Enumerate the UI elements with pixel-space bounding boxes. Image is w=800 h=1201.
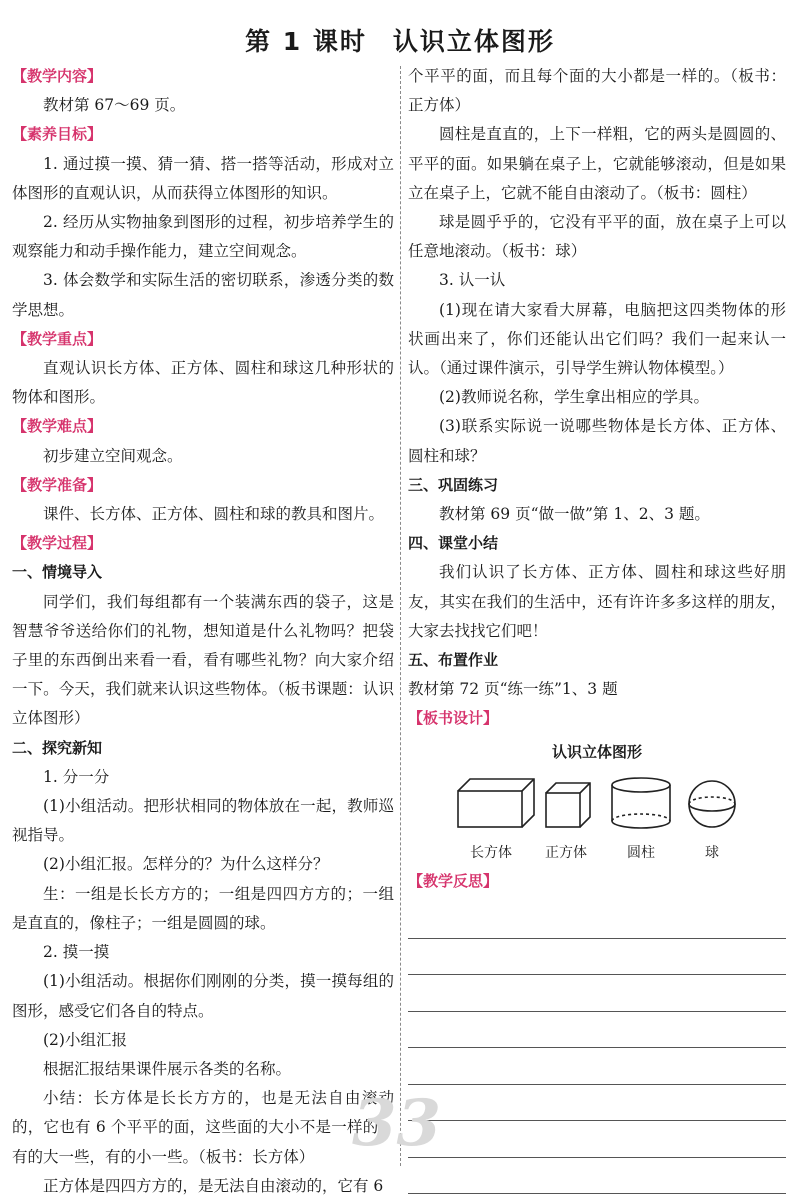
- step-2-title: 2. 摸一摸: [43, 943, 110, 962]
- preparation-text: 课件、长方体、正方体、圆柱和球的教具和图片。: [43, 505, 385, 524]
- writing-line[interactable]: [408, 1121, 786, 1158]
- sphere-text: 球是圆乎乎的，它没有平平的面，放在桌子上可以任意地滚动。（板书：球）: [408, 213, 786, 261]
- difficulty-heading: 【教学难点】: [12, 417, 103, 436]
- goal-3: 3. 体会数学和实际生活的密切联系，渗透分类的数学思想。: [12, 271, 394, 319]
- shape-diagram: [408, 767, 786, 867]
- section-2-heading: 二、探究新知: [12, 738, 103, 757]
- step-1-item-3: 生：一组是长长方方的；一组是四四方方的；一组是直直的，像柱子；一组是圆圆的球。: [12, 884, 394, 932]
- cuboid-drawing: [458, 779, 534, 827]
- label-cube: 正方体: [545, 844, 587, 861]
- writing-line[interactable]: [408, 939, 786, 976]
- cube-continued-text: 个平平的面，而且每个面的大小都是一样的。（板书：正方体）: [408, 67, 786, 115]
- left-column: [12, 62, 394, 1201]
- reflection-heading: 【教学反思】: [408, 871, 499, 890]
- difficulty-text: 初步建立空间观念。: [43, 446, 183, 465]
- step-3-item-3: (3)联系实际说一说哪些物体是长方体、正方体、圆柱和球？: [408, 417, 786, 465]
- content-heading: 【教学内容】: [12, 67, 103, 85]
- writing-line[interactable]: [408, 1048, 786, 1085]
- section-4-text: 我们认识了长方体、正方体、圆柱和球这些好朋友，其实在我们的生活中，还有许许多多这样的朋友，大家去找找它们吧！: [408, 563, 786, 640]
- step-2-summary: 小结：长方体是长长方方的，也是无法自由滚动的，它也有 6 个平平的面，这些面的大小不是一样的，有的大一些，有的小一些。（板书：长方体）: [12, 1089, 394, 1166]
- key-text: 直观认识长方体、正方体、圆柱和球这几种形状的物体和图形。: [12, 359, 394, 407]
- writing-line[interactable]: [408, 975, 786, 1012]
- label-cuboid: 长方体: [470, 844, 512, 861]
- process-heading: 【教学过程】: [12, 534, 103, 553]
- board-design-heading: 【板书设计】: [408, 709, 499, 728]
- column-divider: [400, 66, 401, 1166]
- section-3-heading: 三、巩固练习: [408, 475, 499, 494]
- lesson-title: 认识立体图形: [392, 27, 555, 56]
- writing-line[interactable]: [408, 1085, 786, 1122]
- step-2-cube-text: 正方体是四四方方的，是无法自由滚动的，它有 6: [43, 1176, 384, 1195]
- section-3-text: 教材第 69 页“做一做”第 1、2、3 题。: [439, 505, 710, 524]
- section-4-heading: 四、课堂小结: [408, 534, 499, 553]
- section-1-heading: 一、情境导入: [12, 563, 103, 582]
- sphere-drawing: [689, 781, 735, 827]
- step-3-item-2: (2)教师说名称，学生拿出相应的学具。: [439, 388, 709, 407]
- goal-2: 2. 经历从实物抽象到图形的过程，初步培养学生的观察能力和动手操作能力，建立空间观念。: [12, 213, 394, 261]
- section-1-text: 同学们，我们每组都有一个装满东西的袋子，这是智慧爷爷送给你们的礼物，想知道是什么礼物吗？把袋子里的东西倒出来看一看，看有哪些礼物？向大家介绍一下。今天，我们就来认识这些物体。（板书课题：认识立体图形）: [12, 592, 394, 728]
- preparation-heading: 【教学准备】: [12, 475, 103, 494]
- step-1-item-1: (1)小组活动。把形状相同的物体放在一起，教师巡视指导。: [12, 797, 394, 845]
- page-number: 33: [352, 1086, 442, 1161]
- shapes-svg: [408, 767, 786, 867]
- step-3-item-1: (1)现在请大家看大屏幕，电脑把这四类物体的形状画出来了，你们还能认出它们吗？我们一起来认一认。（通过课件演示，引导学生辨认物体模型。）: [408, 300, 786, 378]
- board-title: 认识立体图形: [551, 742, 642, 761]
- step-3-title: 3. 认一认: [439, 271, 506, 290]
- goal-1: 1. 通过摸一摸、猜一猜、搭一搭等活动，形成对立体图形的直观认识，从而获得立体图形的知识。: [12, 154, 394, 202]
- step-2-item-3: 根据汇报结果课件展示各类的名称。: [43, 1059, 292, 1078]
- label-cylinder: 圆柱: [627, 844, 655, 861]
- page-title: [0, 22, 800, 58]
- writing-line[interactable]: [408, 902, 786, 939]
- content-text: 教材第 67～69 页。: [43, 96, 186, 115]
- step-1-title: 1. 分一分: [43, 767, 110, 786]
- step-2-item-2: (2)小组汇报: [43, 1030, 127, 1049]
- step-2-item-1: (1)小组活动。根据你们刚刚的分类，摸一摸每组的图形，感受它们各自的特点。: [12, 972, 394, 1020]
- right-column: [408, 62, 786, 1194]
- cylinder-drawing: [612, 778, 670, 828]
- section-5-heading: 五、布置作业: [408, 651, 499, 670]
- writing-line[interactable]: [408, 1158, 786, 1195]
- reflection-lines: [408, 902, 786, 1194]
- key-heading: 【教学重点】: [12, 329, 103, 348]
- cylinder-text: 圆柱是直直的，上下一样粗，它的两头是圆圆的、平平的面。如果躺在桌子上，它就能够滚动，但是如果立在桌子上，它就不能自由滚动了。（板书：圆柱）: [408, 125, 786, 202]
- label-sphere: 球: [705, 844, 719, 861]
- step-1-item-2: (2)小组汇报。怎样分的？为什么这样分？: [43, 855, 329, 874]
- cube-drawing: [546, 783, 590, 827]
- writing-line[interactable]: [408, 1012, 786, 1049]
- goals-heading: 【素养目标】: [12, 125, 103, 144]
- lesson-number: 第 1 课时: [245, 27, 367, 56]
- section-5-text: 教材第 72 页“练一练”1、3 题: [408, 680, 618, 699]
